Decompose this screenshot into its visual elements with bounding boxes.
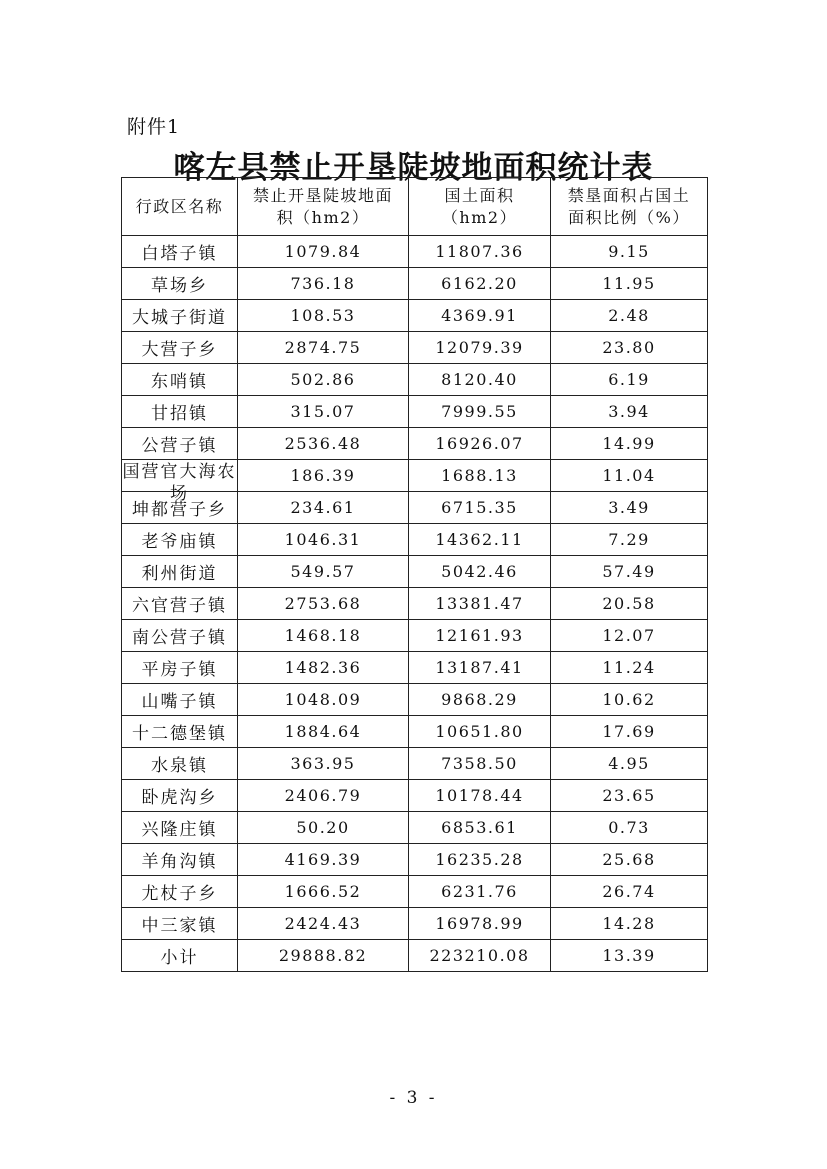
banned-slope-area-cell: 1884.64 <box>238 716 409 748</box>
banned-slope-area-cell: 1048.09 <box>238 684 409 716</box>
ratio-cell: 10.62 <box>551 684 708 716</box>
table-row <box>122 492 708 524</box>
table-row <box>122 588 708 620</box>
region-name-cell: 大城子街道 <box>122 300 238 332</box>
region-name-cell: 中三家镇 <box>122 908 238 940</box>
ratio-cell: 2.48 <box>551 300 708 332</box>
ratio-cell: 9.15 <box>551 236 708 268</box>
region-name-cell: 坤都营子乡 <box>122 492 238 524</box>
statistics-table <box>121 177 708 972</box>
document-title: 喀左县禁止开垦陡坡地面积统计表 <box>173 150 654 186</box>
region-name-cell: 草场乡 <box>122 268 238 300</box>
ratio-cell: 11.24 <box>551 652 708 684</box>
table-row <box>122 396 708 428</box>
region-name-cell: 南公营子镇 <box>122 620 238 652</box>
region-name-cell: 东哨镇 <box>122 364 238 396</box>
ratio-cell: 12.07 <box>551 620 708 652</box>
ratio-cell: 13.39 <box>551 940 708 972</box>
land-area-cell: 7999.55 <box>409 396 551 428</box>
header-line: 国土面积 <box>444 185 515 205</box>
banned-slope-area-cell: 4169.39 <box>238 844 409 876</box>
land-area-cell: 6231.76 <box>409 876 551 908</box>
banned-slope-area-cell: 1468.18 <box>238 620 409 652</box>
header-line: 行政区名称 <box>135 196 224 216</box>
table-row <box>122 556 708 588</box>
table-row <box>122 524 708 556</box>
region-name-cell: 山嘴子镇 <box>122 684 238 716</box>
region-name-cell: 公营子镇 <box>122 428 238 460</box>
land-area-cell: 12161.93 <box>409 620 551 652</box>
page-number: - 3 - <box>389 1088 438 1108</box>
table-row <box>122 652 708 684</box>
banned-slope-area-cell: 2406.79 <box>238 780 409 812</box>
table-row <box>122 812 708 844</box>
banned-slope-area-cell: 736.18 <box>238 268 409 300</box>
land-area-cell: 8120.40 <box>409 364 551 396</box>
header-line: 禁止开垦陡坡地面 <box>252 185 393 205</box>
banned-slope-area-cell: 1046.31 <box>238 524 409 556</box>
banned-slope-area-cell: 2424.43 <box>238 908 409 940</box>
ratio-cell: 6.19 <box>551 364 708 396</box>
banned-slope-area-cell: 2753.68 <box>238 588 409 620</box>
land-area-cell: 4369.91 <box>409 300 551 332</box>
header-region-name <box>122 178 238 236</box>
table-row <box>122 332 708 364</box>
region-name-cell: 兴隆庄镇 <box>122 812 238 844</box>
region-name-cell: 十二德堡镇 <box>122 716 238 748</box>
table-row <box>122 364 708 396</box>
ratio-cell: 3.49 <box>551 492 708 524</box>
region-name-cell: 平房子镇 <box>122 652 238 684</box>
table-row <box>122 300 708 332</box>
ratio-cell: 23.80 <box>551 332 708 364</box>
banned-slope-area-cell: 315.07 <box>238 396 409 428</box>
table-row <box>122 716 708 748</box>
land-area-cell: 10178.44 <box>409 780 551 812</box>
table-row <box>122 748 708 780</box>
ratio-cell: 14.99 <box>551 428 708 460</box>
table-row <box>122 780 708 812</box>
land-area-cell: 1688.13 <box>409 460 551 492</box>
land-area-cell: 11807.36 <box>409 236 551 268</box>
region-name-cell: 六官营子镇 <box>122 588 238 620</box>
table-row <box>122 268 708 300</box>
attachment-label: 附件1 <box>127 116 181 138</box>
region-name-cell: 水泉镇 <box>122 748 238 780</box>
banned-slope-area-cell: 108.53 <box>238 300 409 332</box>
region-name-cell: 白塔子镇 <box>122 236 238 268</box>
ratio-cell: 3.94 <box>551 396 708 428</box>
ratio-cell: 23.65 <box>551 780 708 812</box>
banned-slope-area-cell: 2874.75 <box>238 332 409 364</box>
table-row <box>122 844 708 876</box>
header-ratio <box>551 178 708 236</box>
header-line: 禁垦面积占国土 <box>567 185 691 205</box>
ratio-cell: 14.28 <box>551 908 708 940</box>
ratio-cell: 11.95 <box>551 268 708 300</box>
land-area-cell: 223210.08 <box>409 940 551 972</box>
land-area-cell: 6853.61 <box>409 812 551 844</box>
land-area-cell: 6715.35 <box>409 492 551 524</box>
land-area-cell: 16235.28 <box>409 844 551 876</box>
region-name-cell: 小计 <box>122 940 238 972</box>
ratio-cell: 26.74 <box>551 876 708 908</box>
banned-slope-area-cell: 50.20 <box>238 812 409 844</box>
land-area-cell: 10651.80 <box>409 716 551 748</box>
header-line: （hm2） <box>441 207 518 227</box>
region-name-cell: 甘招镇 <box>122 396 238 428</box>
ratio-cell: 11.04 <box>551 460 708 492</box>
banned-slope-area-cell: 1079.84 <box>238 236 409 268</box>
ratio-cell: 4.95 <box>551 748 708 780</box>
table-row <box>122 684 708 716</box>
table-row <box>122 236 708 268</box>
table-body <box>122 236 708 972</box>
region-name-text: 国营官大海农场 <box>122 462 237 504</box>
ratio-cell: 17.69 <box>551 716 708 748</box>
land-area-cell: 16926.07 <box>409 428 551 460</box>
land-area-cell: 6162.20 <box>409 268 551 300</box>
land-area-cell: 13187.41 <box>409 652 551 684</box>
table-row <box>122 428 708 460</box>
banned-slope-area-cell: 1666.52 <box>238 876 409 908</box>
banned-slope-area-cell: 1482.36 <box>238 652 409 684</box>
table-row <box>122 908 708 940</box>
land-area-cell: 14362.11 <box>409 524 551 556</box>
ratio-cell: 57.49 <box>551 556 708 588</box>
land-area-cell: 7358.50 <box>409 748 551 780</box>
header-land-area <box>409 178 551 236</box>
ratio-cell: 7.29 <box>551 524 708 556</box>
table-row <box>122 620 708 652</box>
land-area-cell: 5042.46 <box>409 556 551 588</box>
ratio-cell: 25.68 <box>551 844 708 876</box>
table-row <box>122 460 708 492</box>
banned-slope-area-cell: 234.61 <box>238 492 409 524</box>
table-row <box>122 940 708 972</box>
ratio-cell: 20.58 <box>551 588 708 620</box>
land-area-cell: 13381.47 <box>409 588 551 620</box>
land-area-cell: 9868.29 <box>409 684 551 716</box>
region-name-cell: 卧虎沟乡 <box>122 780 238 812</box>
header-banned-slope-area <box>238 178 409 236</box>
header-line: 面积比例（%） <box>568 207 690 227</box>
header-line: 积（hm2） <box>276 207 370 227</box>
ratio-cell: 0.73 <box>551 812 708 844</box>
land-area-cell: 12079.39 <box>409 332 551 364</box>
banned-slope-area-cell: 2536.48 <box>238 428 409 460</box>
region-name-cell: 老爷庙镇 <box>122 524 238 556</box>
table-row <box>122 876 708 908</box>
region-name-cell <box>122 460 238 504</box>
region-name-cell: 利州街道 <box>122 556 238 588</box>
banned-slope-area-cell: 363.95 <box>238 748 409 780</box>
land-area-cell: 16978.99 <box>409 908 551 940</box>
banned-slope-area-cell: 186.39 <box>238 460 409 492</box>
banned-slope-area-cell: 549.57 <box>238 556 409 588</box>
region-name-cell: 尤杖子乡 <box>122 876 238 908</box>
table-header <box>122 178 708 236</box>
banned-slope-area-cell: 29888.82 <box>238 940 409 972</box>
region-name-cell: 大营子乡 <box>122 332 238 364</box>
banned-slope-area-cell: 502.86 <box>238 364 409 396</box>
header-row <box>122 178 708 236</box>
region-name-cell: 羊角沟镇 <box>122 844 238 876</box>
